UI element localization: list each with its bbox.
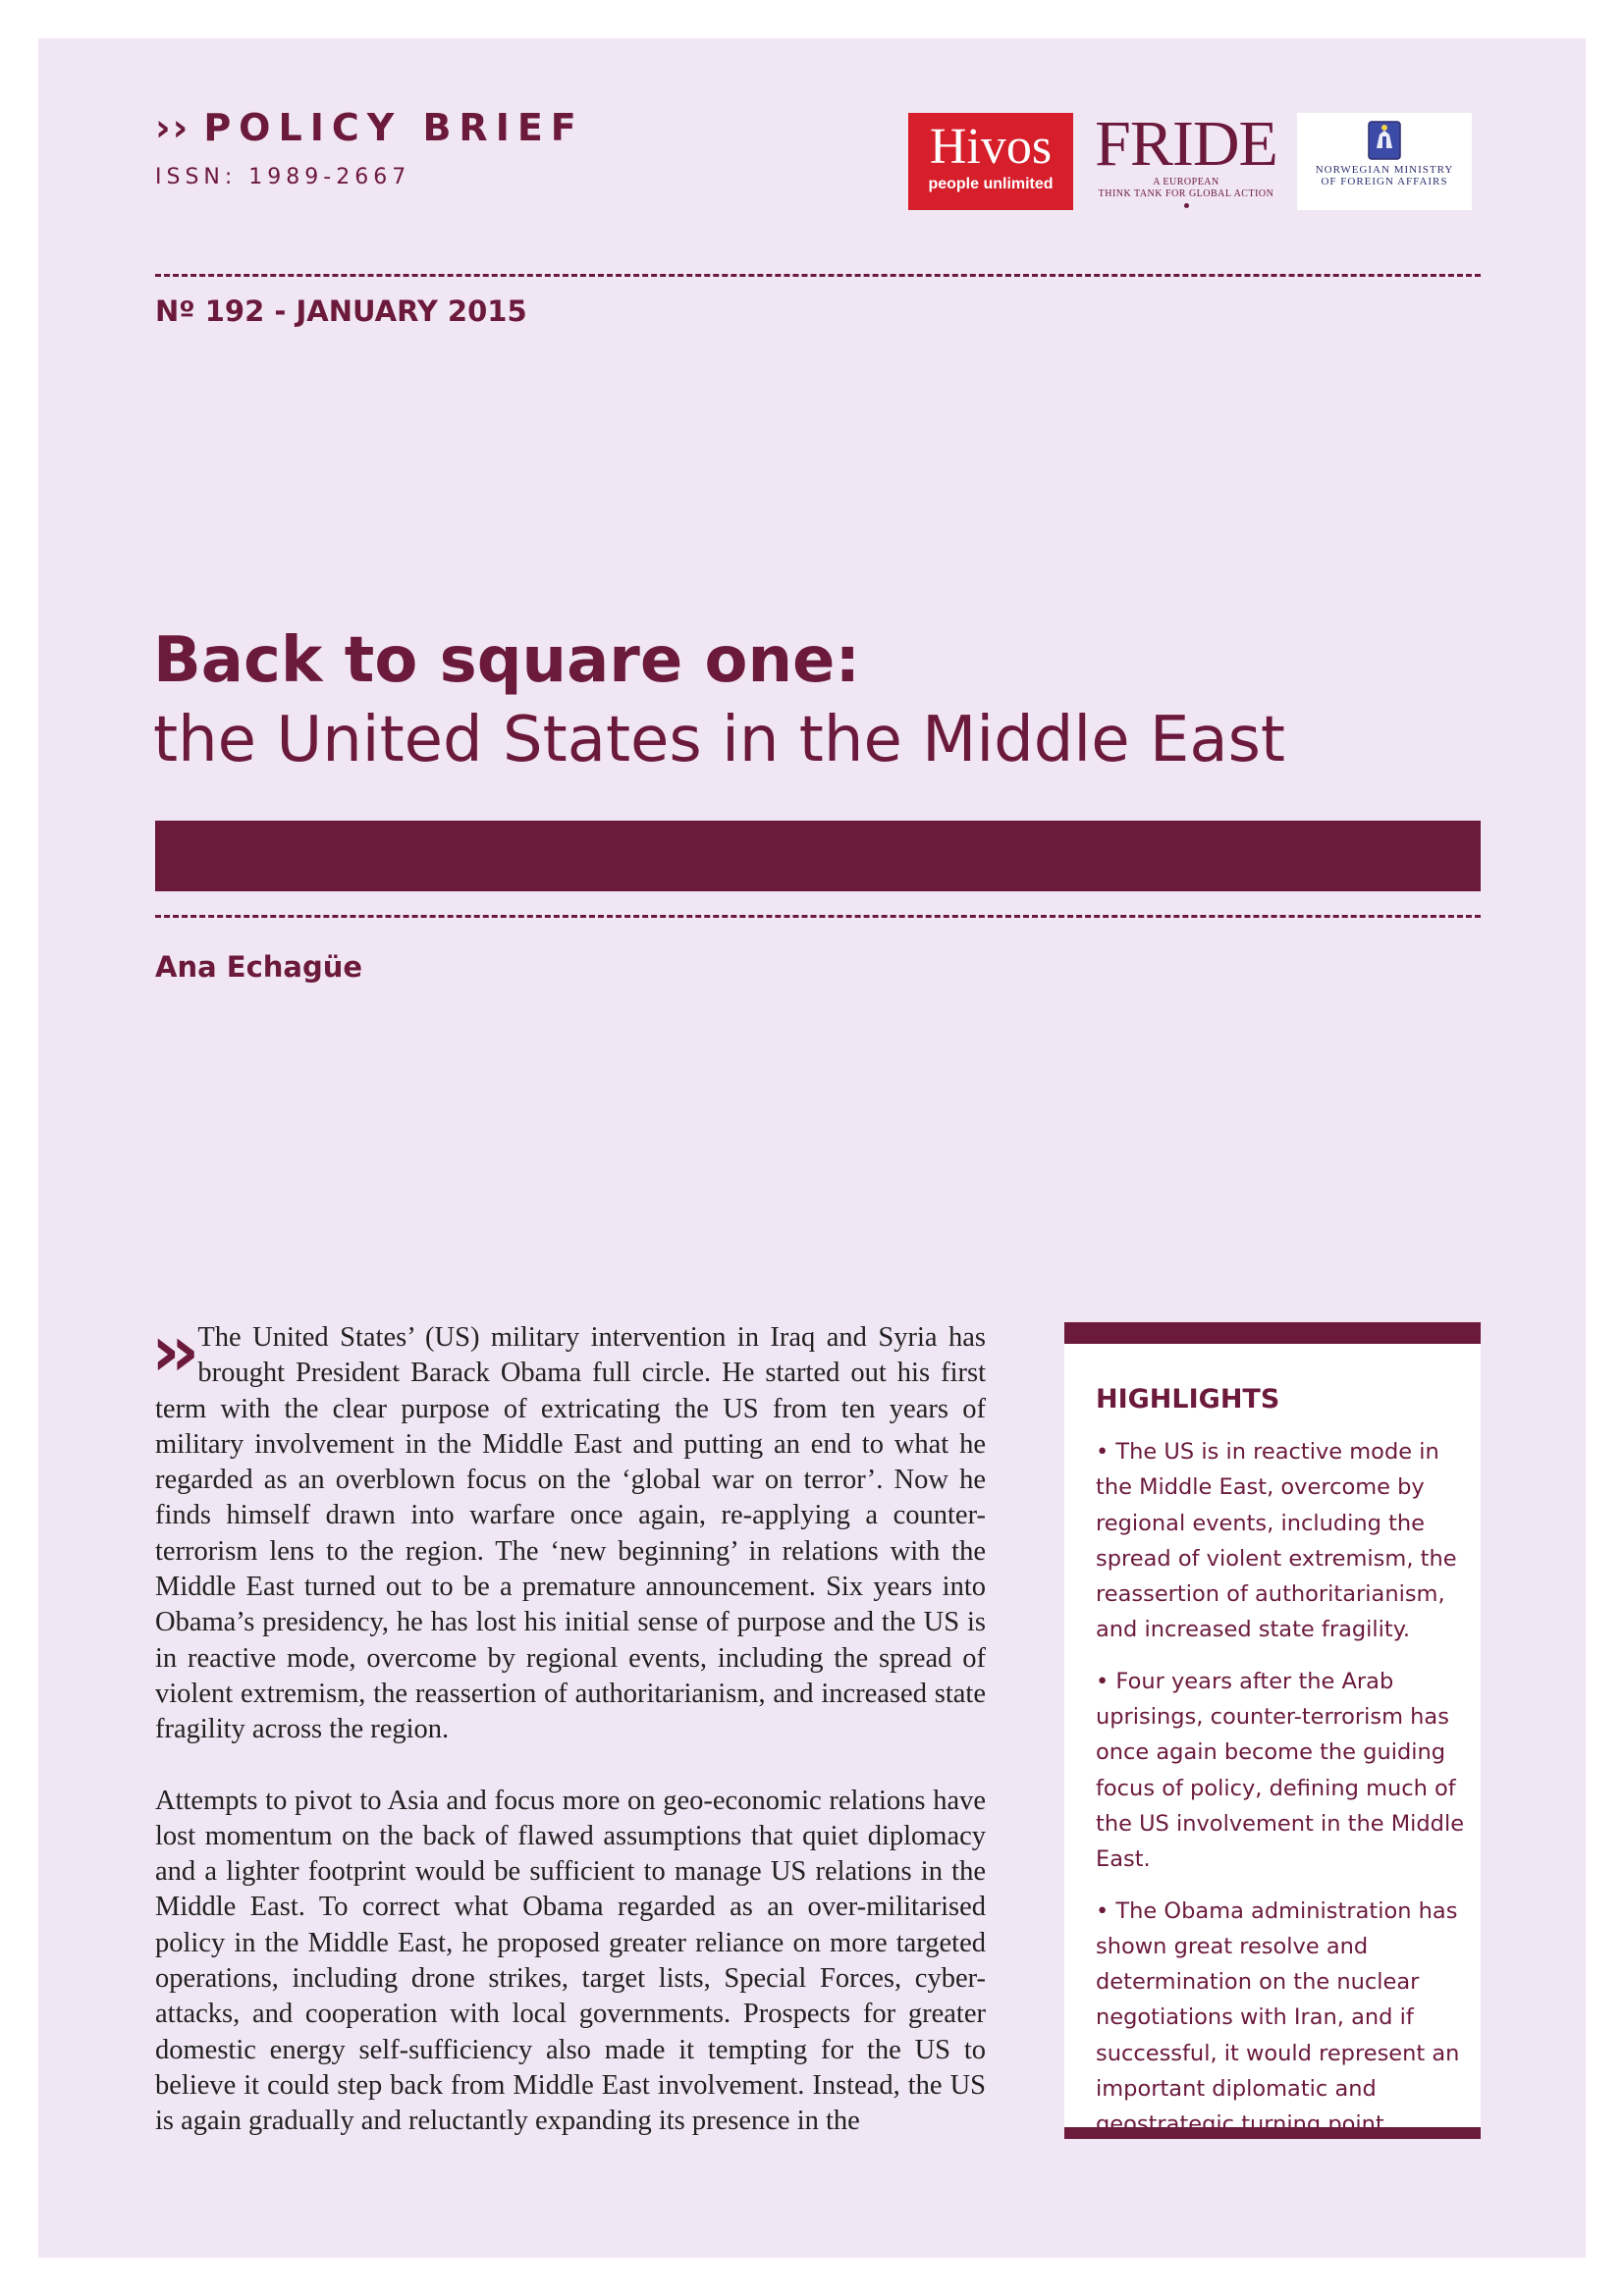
- author-name: Ana Echagüe: [155, 950, 363, 984]
- page-subtitle: the United States in the Middle East: [153, 704, 1285, 776]
- article-paragraph: [151, 1309, 986, 1748]
- highlights-heading: HIGHLIGHTS: [1096, 1384, 1280, 1415]
- norway-logo-tagline-2: OF FOREIGN AFFAIRS: [1321, 176, 1448, 187]
- author-divider: [155, 915, 1481, 918]
- highlights-box: [1064, 1322, 1481, 2139]
- norwegian-coat-of-arms-icon: [1368, 121, 1401, 160]
- fride-logo: [1093, 108, 1279, 210]
- hivos-logo: [908, 113, 1073, 210]
- fride-logo-word: FRIDE: [1095, 108, 1277, 180]
- issue-number: Nº 192 - JANUARY 2015: [155, 294, 527, 328]
- highlight-item: • The US is in reactive mode in the Middle East, overcome by regional events, including the spread of violent extremism, the reassertion of authoritarianism, and increased state fragility.: [1096, 1439, 1457, 1643]
- norwegian-ministry-logo: [1297, 113, 1472, 210]
- policy-brief-label: [155, 106, 584, 149]
- highlight-item: • The Obama administration has shown great resolve and determination on the nuclear negotiations with Iran, and if successful, it would represent an important diplomatic and geostrategic turning point.: [1096, 1897, 1460, 2138]
- fride-logo-tagline-1: A EUROPEAN: [1153, 177, 1219, 187]
- article-body: [151, 1309, 986, 2175]
- header-divider: [155, 274, 1481, 277]
- double-chevron-icon: ››: [155, 106, 190, 149]
- article-paragraph-text: The United States’ (US) military intervention in Iraq and Syria has brought President Barack Obama full circle. He started out his first term with the clear purpose of extricating the US from ten years of military involvement in the Middle East and putting an end to what he regarded as an overblown focus on the ‘global war on terror’. Now he finds himself drawn into warfare once again, re-applying a counter-terrorism lens to the region. The ‘new beginning’ in relations with the Middle East turned out to be a premature announcement. Six years into Obama’s presidency, he has lost his initial sense of purpose and the US is in reactive mode, overcome by regional events, including the spread of violent extremism, the reassertion of authoritarianism, and increased state fragility across the region.: [155, 1322, 986, 1745]
- hivos-logo-word: Hivos: [929, 119, 1053, 175]
- fride-logo-dot: [1184, 203, 1189, 208]
- page-title: Back to square one:: [153, 624, 861, 697]
- policy-brief-text: POLICY BRIEF: [203, 106, 584, 149]
- fride-logo-tagline-2: THINK TANK FOR GLOBAL ACTION: [1098, 188, 1274, 199]
- highlights-list: [1096, 1434, 1467, 2143]
- hivos-logo-tagline: people unlimited: [928, 176, 1054, 192]
- title-bar: [155, 821, 1481, 891]
- dropcap-chevron-icon: ››: [151, 1309, 190, 1392]
- article-paragraph: Attempts to pivot to Asia and focus more on geo-economic relations have lost momentum on the back of flawed assumptions that quiet diplomacy and a lighter footprint would be sufficient to manage US relations in the Middle East. To correct what Obama regarded as an over-militarised policy in the Middle East, he proposed greater reliance on more targeted operations, including drone strikes, target lists, Special Forces, cyber-attacks, and cooperation with local governments. Prospects for greater domestic energy self-sufficiency also made it tempting for the US to believe it could step back from Middle East involvement. Instead, the US is again gradually and reluctantly expanding its presence in the: [155, 1785, 986, 2137]
- issn: ISSN: 1989-2667: [155, 165, 411, 189]
- highlight-item: • Four years after the Arab uprisings, counter-terrorism has once again become the guiding focus of policy, defining much of the US involvement in the Middle East.: [1096, 1668, 1465, 1873]
- norway-logo-tagline-1: NORWEGIAN MINISTRY: [1315, 164, 1454, 176]
